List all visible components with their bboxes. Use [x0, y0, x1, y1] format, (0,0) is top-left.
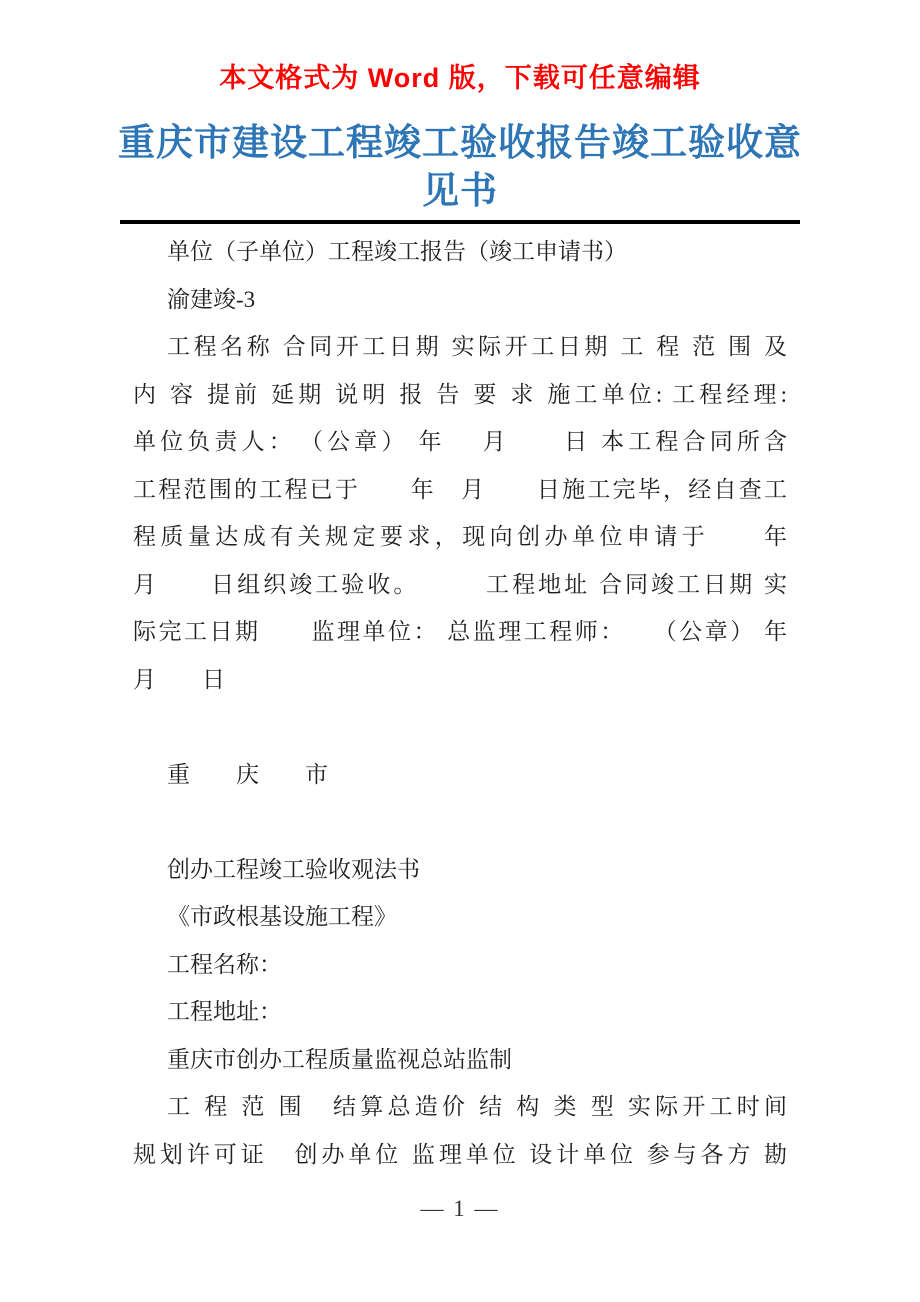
body-line: 重庆市创办工程质量监视总站监制	[167, 1046, 512, 1072]
body-line: 《市政根基设施工程》	[167, 904, 397, 929]
body-line: 际完工日期 监理单位： 总监理工程师： （公章） 年	[133, 619, 787, 644]
watermark-banner: 本文格式为 Word 版，下载可任意编辑	[219, 63, 701, 93]
body-line-blank	[133, 798, 787, 846]
body-line: 单位负责人： （公章） 年 月 日 本工程合同所含	[133, 429, 787, 454]
body-line: 重 庆 市	[167, 761, 328, 787]
page-number: — 1 —	[420, 1196, 500, 1221]
document-title: 重庆市建设工程竣工验收报告竣工验收意见书	[118, 123, 802, 212]
body-line: 工程名称：	[167, 951, 282, 977]
body-line: 工 程 范 围 结算总造价 结 构 类 型 实际开工时间	[167, 1094, 788, 1119]
body-line: 月 日组织竣工验收。 工程地址 合同竣工日期 实	[133, 571, 787, 597]
body-line: 工程范围的工程已于 年 月 日施工完毕，经自查工	[133, 476, 787, 502]
body-line: 月 日	[133, 666, 225, 692]
body-line: 单位（子单位）工程竣工报告（竣工申请书）	[167, 239, 627, 264]
body-line: 渝建竣-3	[167, 286, 256, 312]
body-line-blank	[133, 703, 787, 751]
body-line: 工程名称 合同开工日期 实际开工日期 工 程 范 围 及	[167, 334, 787, 359]
body-line: 内 容 提前 延期 说明 报 告 要 求 施工单位: 工程经理:	[133, 381, 787, 407]
document-body	[133, 224, 787, 1178]
body-line: 工程地址：	[167, 999, 282, 1024]
body-line: 创办工程竣工验收观法书	[167, 856, 420, 882]
body-line: 程质量达成有关规定要求，现向创办单位申请于 年	[133, 524, 787, 549]
body-line: 规划许可证 创办单位 监理单位 设计单位 参与各方 勘	[133, 1141, 787, 1167]
